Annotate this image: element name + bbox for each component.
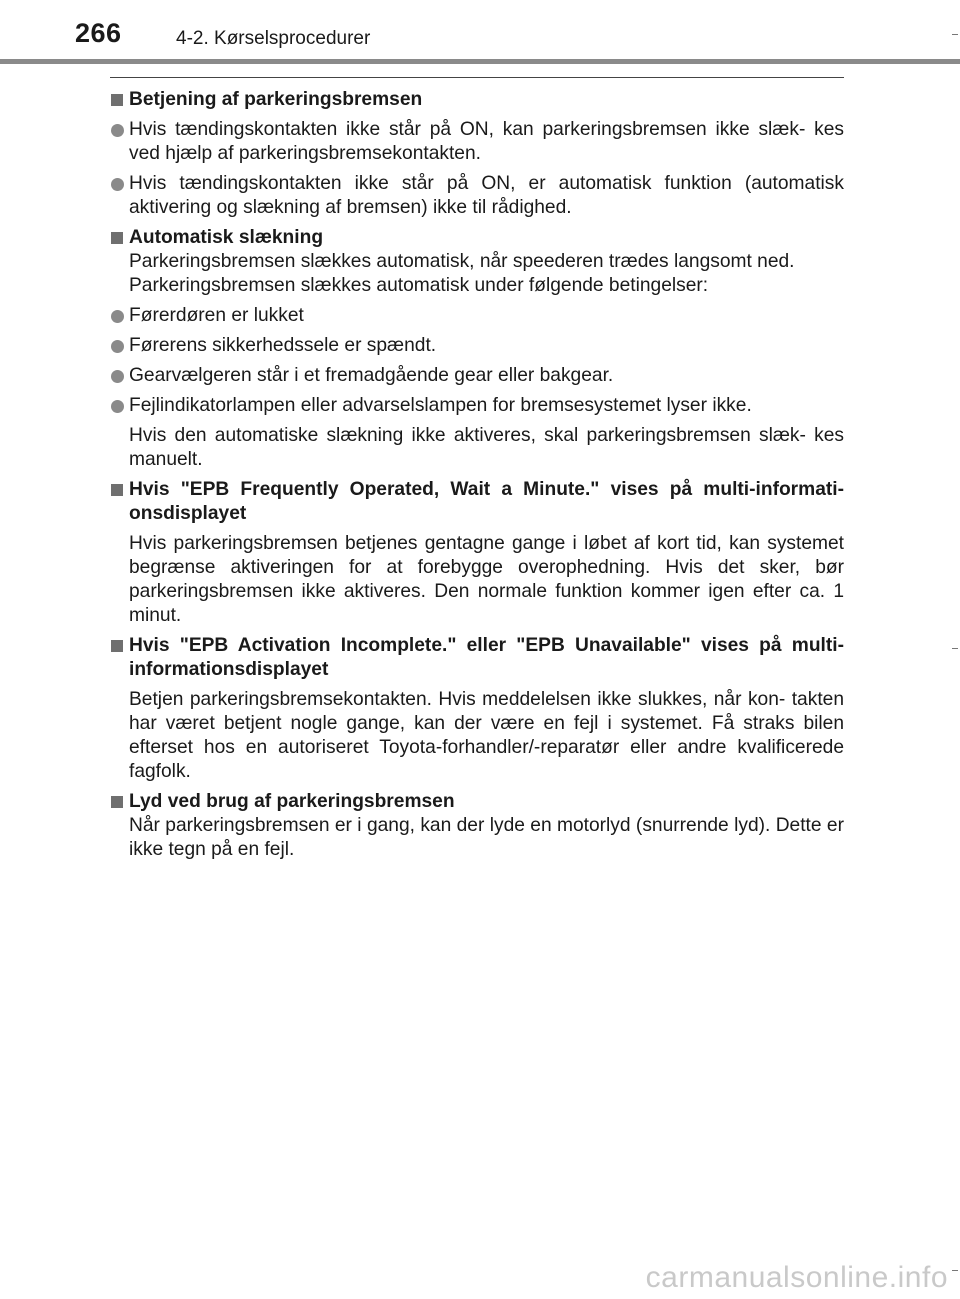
paragraph: Når parkeringsbremsen er i gang, kan der lyde en motorlyd (snurrende lyd). Dette er ikke tegn på en fejl. [129, 815, 844, 860]
square-bullet-icon [111, 796, 123, 808]
paragraph: Parkeringsbremsen slækkes automatisk under følgende betingelser: [129, 275, 709, 296]
square-bullet-icon [111, 640, 123, 652]
crop-mark [952, 1270, 958, 1271]
heading-text: Hvis "EPB Frequently Operated, Wait a Minute." vises på multi-informati- onsdisplayet [129, 479, 844, 524]
header-divider [0, 59, 960, 64]
paragraph: Betjen parkeringsbremsekontakten. Hvis meddelelsen ikke slukkes, når kon- takten har været betjent nogle gange, kan der være en fejl i systemet. Få straks bilen efterset hos en autoriseret Toyota-forhandler/-reparatør eller andre kvalificerede fagfolk. [129, 689, 844, 782]
paragraph: Hvis parkeringsbremsen betjenes gentagne gange i løbet af kort tid, kan systemet begrænse aktiveringen for at forebygge overophedning. Hvis det sker, bør parkeringsbremsen ikke aktiveres. Den normale funktion kommer igen efter ca. 1 minut. [129, 533, 844, 626]
section-heading [110, 790, 844, 814]
list-item-text: Fejlindikatorlampen eller advarselslampen for bremsesystemet lyser ikke. [129, 395, 752, 416]
section-heading [110, 88, 844, 112]
square-bullet-icon [111, 484, 123, 496]
crop-mark [952, 648, 958, 649]
list-item-text: Førerdøren er lukket [129, 305, 304, 326]
section-heading [110, 226, 844, 250]
circle-bullet-icon [111, 124, 124, 137]
heading-text: Betjening af parkeringsbremsen [129, 89, 423, 110]
square-bullet-icon [111, 94, 123, 106]
heading-text: Automatisk slækning [129, 227, 324, 248]
list-item-text: Gearvælgeren står i et fremadgående gear eller bakgear. [129, 365, 614, 386]
content-divider [110, 77, 844, 78]
list-item [110, 364, 844, 388]
list-item [110, 394, 844, 418]
heading-text: Hvis "EPB Activation Incomplete." eller "EPB Unavailable" vises på multi-informationsdisplayet [129, 635, 844, 680]
watermark: carmanualsonline.info [645, 1261, 948, 1294]
list-item-text: Hvis tændingskontakten ikke står på ON, er automatisk funktion (automatisk aktivering og slækning af bremsen) ikke til rådighed. [129, 173, 844, 218]
list-item [110, 172, 844, 220]
page-number: 266 [75, 18, 122, 48]
circle-bullet-icon [111, 178, 124, 191]
section-heading [110, 634, 844, 682]
list-item-text: Hvis tændingskontakten ikke står på ON, kan parkeringsbremsen ikke slæk- kes ved hjælp af parkeringsbremsekontakten. [129, 119, 844, 164]
circle-bullet-icon [111, 370, 124, 383]
circle-bullet-icon [111, 310, 124, 323]
circle-bullet-icon [111, 340, 124, 353]
heading-text: Lyd ved brug af parkeringsbremsen [129, 791, 455, 812]
square-bullet-icon [111, 232, 123, 244]
circle-bullet-icon [111, 400, 124, 413]
crop-mark [952, 34, 958, 35]
paragraph: Parkeringsbremsen slækkes automatisk, når speederen trædes langsomt ned. [129, 251, 795, 272]
list-item [110, 304, 844, 328]
list-item [110, 334, 844, 358]
section-title: 4-2. Kørselsprocedurer [176, 28, 371, 49]
section-heading [110, 478, 844, 526]
page-header [0, 0, 960, 70]
list-item [110, 118, 844, 166]
list-item-text: Førerens sikkerhedssele er spændt. [129, 335, 437, 356]
paragraph: Hvis den automatiske slækning ikke aktiveres, skal parkeringsbremsen slæk- kes manuelt. [129, 425, 844, 470]
page-content [110, 88, 844, 862]
